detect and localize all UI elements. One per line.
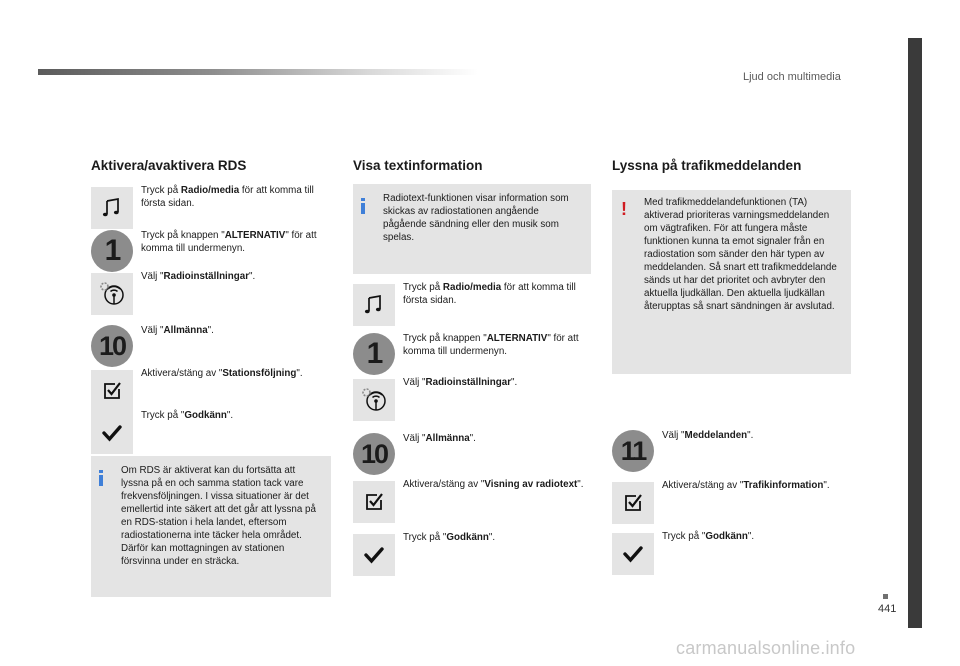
step-keyword: Allmänna xyxy=(425,433,470,444)
checkmark-icon xyxy=(612,533,654,575)
step-number-badge: 10 xyxy=(91,325,133,367)
note-text: Radiotext-funktionen visar information som skickas av radiostationen angående pågående sändning eller den musik som spelas. xyxy=(383,193,569,243)
step-keyword: Radio/media xyxy=(442,282,502,293)
step-keyword: Godkänn xyxy=(705,531,748,542)
step-text: ". xyxy=(747,531,755,542)
step-stationsfoljning xyxy=(141,367,333,380)
step-text: Aktivera/stäng av " xyxy=(662,480,744,491)
step-text: Tryck på xyxy=(141,185,181,196)
step-visning-av-radiotext xyxy=(403,478,595,491)
step-text: ". xyxy=(577,479,584,490)
info-icon xyxy=(99,470,104,486)
step-keyword: Radio/media xyxy=(180,185,240,196)
step-keyword: Stationsföljning xyxy=(222,368,297,379)
checkbox-icon xyxy=(91,370,133,412)
step-text: Välj " xyxy=(141,271,164,282)
page-marker xyxy=(883,594,888,599)
step-text: ". xyxy=(469,433,476,444)
column-title: Aktivera/avaktivera RDS xyxy=(91,158,247,173)
step-text: ". xyxy=(823,480,830,491)
step-trafikinformation xyxy=(662,479,854,492)
step-keyword: ALTERNATIV xyxy=(486,333,548,344)
music-note-icon xyxy=(353,284,395,326)
radio-settings-icon xyxy=(353,379,395,421)
side-tab-strip xyxy=(908,38,922,628)
step-text: för att komma till första sidan. xyxy=(141,185,314,209)
step-text: Aktivera/stäng av " xyxy=(403,479,485,490)
radio-settings-icon xyxy=(91,273,133,315)
step-godkann xyxy=(141,409,333,422)
note-text: Med trafikmeddelandefunktionen (TA) aktiverad prioriteras varningsmeddelanden om vägtrafiken. För att fungera måste funktionen kunna ta emot signaler från en radiostation som sänder den här typen av meddelanden. Så snart ett trafikmeddelande sänds ut har det prioritet och avbryter den aktuella ljudkällan. Den aktuella ljudkällan återupptas så snart sändningen är avslutad. xyxy=(644,197,837,312)
step-keyword: Godkänn xyxy=(446,532,489,543)
step-text: Aktivera/stäng av " xyxy=(141,368,223,379)
step-text: Tryck på " xyxy=(403,532,447,543)
step-alternativ xyxy=(403,332,595,358)
step-godkann xyxy=(403,531,595,544)
step-keyword: Allmänna xyxy=(163,325,208,336)
step-allmanna xyxy=(403,432,595,445)
step-godkann xyxy=(662,530,854,543)
step-alternativ xyxy=(141,229,333,255)
header-gradient-bar xyxy=(38,69,478,75)
step-text: Tryck på knappen " xyxy=(403,333,487,344)
step-text: Välj " xyxy=(141,325,164,336)
step-text: ". xyxy=(249,271,256,282)
checkmark-icon xyxy=(91,412,133,454)
step-keyword: Trafikinformation xyxy=(743,480,824,491)
step-text: Tryck på xyxy=(403,282,443,293)
column-title: Lyssna på trafikmeddelanden xyxy=(612,158,802,173)
checkbox-icon xyxy=(353,481,395,523)
column-title: Visa textinformation xyxy=(353,158,483,173)
info-icon xyxy=(361,198,366,214)
step-number-badge: 1 xyxy=(353,333,395,375)
step-keyword: Visning av radiotext xyxy=(484,479,578,490)
step-number-badge: 10 xyxy=(353,433,395,475)
checkbox-icon xyxy=(612,482,654,524)
step-text: ". xyxy=(488,532,496,543)
step-radioinstallningar xyxy=(141,270,333,283)
step-keyword: Radioinställningar xyxy=(425,377,512,388)
step-text: " för att komma till undermenyn. xyxy=(403,333,579,357)
step-meddelanden xyxy=(662,429,854,442)
page-number: 441 xyxy=(878,603,897,615)
watermark: carmanualsonline.info xyxy=(676,638,856,658)
step-text: för att komma till första sidan. xyxy=(403,282,576,306)
step-text: Tryck på " xyxy=(141,410,185,421)
step-radio-media xyxy=(141,184,333,210)
step-text: ". xyxy=(207,325,214,336)
step-text: Tryck på knappen " xyxy=(141,230,225,241)
step-keyword: Radioinställningar xyxy=(163,271,250,282)
step-text: Tryck på " xyxy=(662,531,706,542)
step-radio-media xyxy=(403,281,595,307)
step-text: Välj " xyxy=(403,377,426,388)
section-title: Ljud och multimedia xyxy=(743,71,841,83)
step-radioinstallningar xyxy=(403,376,595,389)
music-note-icon xyxy=(91,187,133,229)
step-keyword: Meddelanden xyxy=(684,430,748,441)
step-number-badge: 11 xyxy=(612,430,654,472)
step-keyword: ALTERNATIV xyxy=(224,230,286,241)
step-text: ". xyxy=(226,410,234,421)
step-text: Välj " xyxy=(403,433,426,444)
step-text: ". xyxy=(511,377,518,388)
step-keyword: Godkänn xyxy=(184,410,227,421)
warning-icon: ! xyxy=(621,199,627,219)
step-text: ". xyxy=(747,430,754,441)
step-text: ". xyxy=(296,368,303,379)
step-number-badge: 1 xyxy=(91,230,133,272)
step-allmanna xyxy=(141,324,333,337)
step-text: " för att komma till undermenyn. xyxy=(141,230,317,254)
note-text: Om RDS är aktiverat kan du fortsätta att lyssna på en och samma station tack vare frekvensföljningen. I vissa situationer är det emellertid inte säkert att det går att lyssna på en RDS-station i hela landet, eftersom radiostationerna inte täcker hela området. Därför kan mottagningen av stationen försvinna under en sträcka. xyxy=(121,465,316,567)
step-text: Välj " xyxy=(662,430,685,441)
checkmark-icon xyxy=(353,534,395,576)
